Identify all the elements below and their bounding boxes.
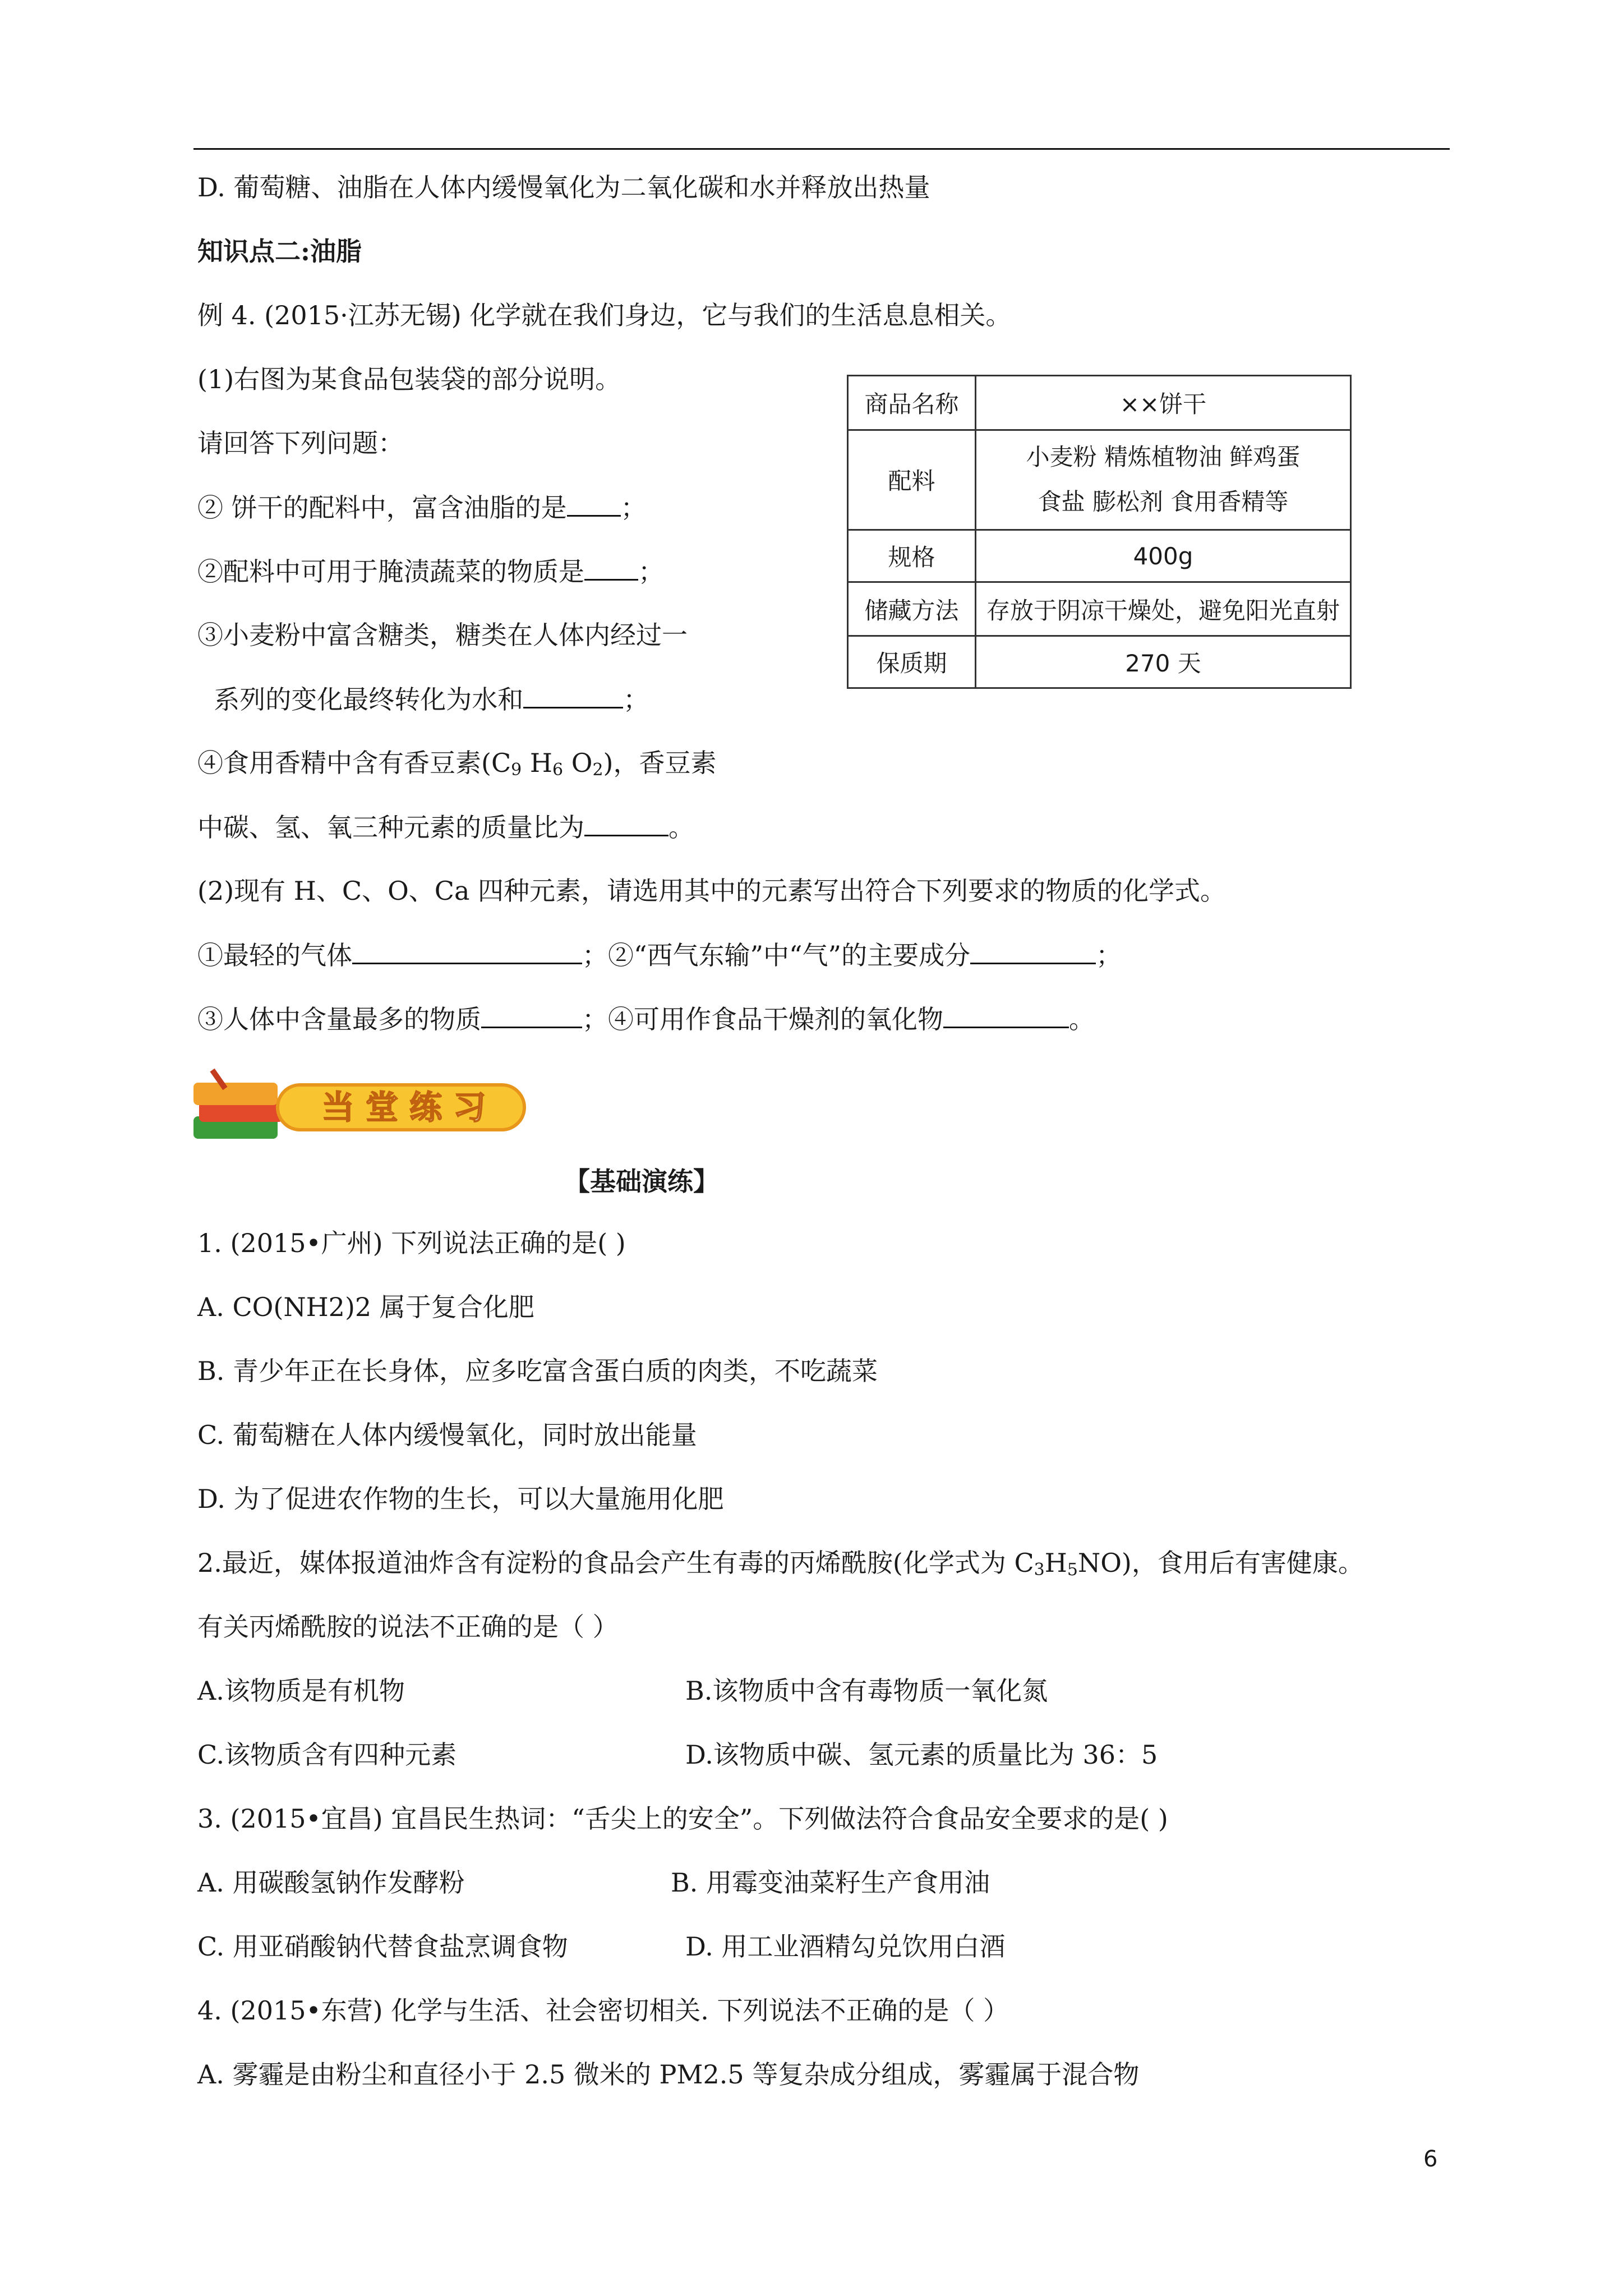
question-1-option-c: C. 葡萄糖在人体内缓慢氧化，同时放出能量 — [197, 1420, 697, 1450]
example4-item4 — [197, 746, 716, 780]
answer-blank[interactable] — [481, 1002, 582, 1028]
example4-q2: (2)现有 H、C、O、Ca 四种元素，请选用其中的元素写出符合下列要求的物质的化学式。 — [197, 876, 1227, 906]
answer-blank[interactable] — [352, 938, 582, 964]
answer-blank[interactable] — [584, 810, 668, 836]
item5-end: 。 — [668, 812, 694, 843]
example4-item3-line2 — [197, 682, 649, 716]
option-d-line: D. 葡萄糖、油脂在人体内缓慢氧化为二氧化碳和水并释放出热量 — [197, 172, 930, 203]
ingredients-line1: 小麦粉 精炼植物油 鲜鸡蛋 — [1026, 443, 1301, 471]
table-value: 存放于阴凉干燥处，避免阳光直射 — [976, 582, 1351, 636]
formula-o: O — [563, 748, 593, 778]
answer-blank[interactable] — [970, 938, 1096, 964]
example4-prompt: 请回答下列问题： — [197, 428, 404, 458]
question-2-option-c: C.该物质含有四种元素 — [197, 1740, 457, 1770]
example4-q2-line1 — [197, 938, 1122, 972]
subscript: 9 — [511, 760, 522, 780]
practice-title: 【基础演练】 — [564, 1166, 719, 1197]
practice-banner — [193, 1060, 530, 1150]
question-2-line2: 有关丙烯酰胺的说法不正确的是（ ） — [197, 1612, 619, 1642]
question-4: 4. (2015•东营) 化学与生活、社会密切相关. 下列说法不正确的是（ ） — [197, 1995, 1009, 2026]
question-3-option-a: A. 用碳酸氢钠作发酵粉 — [197, 1867, 465, 1898]
question-3-option-c: C. 用亚硝酸钠代替食盐烹调食物 — [197, 1931, 568, 1962]
q2b-text: ③人体中含量最多的物质 — [197, 1004, 481, 1034]
table-key: 储藏方法 — [848, 582, 976, 636]
table-row — [848, 636, 1351, 688]
item3-end: ； — [623, 684, 649, 715]
item4-end: )，香豆素 — [603, 748, 717, 778]
question-3-option-d: D. 用工业酒精勾兑饮用白酒 — [685, 1931, 1006, 1962]
product-info-table — [847, 375, 1352, 689]
example4-intro: 例 4. (2015·江苏无锡) 化学就在我们身边，它与我们的生活息息相关。 — [197, 300, 1012, 330]
q2a-text: ①最轻的气体 — [197, 940, 352, 970]
question-3-option-b: B. 用霉变油菜籽生产食用油 — [671, 1867, 990, 1898]
example4-q2-line2 — [197, 1002, 1095, 1036]
table-value: 400g — [976, 530, 1351, 582]
question-4-option-a: A. 雾霾是由粉尘和直径小于 2.5 微米的 PM2.5 等复杂成分组成，雾霾属于混合物 — [197, 2059, 1140, 2090]
item3-text: 系列的变化最终转化为水和 — [197, 684, 524, 715]
table-row — [848, 376, 1351, 430]
question-1-option-a: A. CO(NH2)2 属于复合化肥 — [197, 1292, 534, 1322]
item4-text: ④食用香精中含有香豆素(C — [197, 748, 511, 778]
q2-text: 2.最近，媒体报道油炸含有淀粉的食品会产生有毒的丙烯酰胺(化学式为 C — [197, 1548, 1034, 1578]
section-title: 知识点二:油脂 — [197, 236, 362, 266]
answer-blank[interactable] — [523, 682, 623, 708]
q2-end: NO)，食用后有害健康。 — [1077, 1548, 1364, 1578]
item2-end: ； — [638, 556, 664, 587]
table-row — [848, 530, 1351, 582]
subscript: 6 — [552, 760, 564, 780]
question-3: 3. (2015•宜昌) 宜昌民生热词：“舌尖上的安全”。下列做法符合食品安全要求的是( ) — [197, 1803, 1168, 1834]
table-key: 配料 — [848, 430, 976, 530]
table-key: 规格 — [848, 530, 976, 582]
table-value: ××饼干 — [976, 376, 1351, 430]
example4-q1: (1)右图为某食品包装袋的部分说明。 — [197, 364, 621, 394]
ingredients-line2: 食盐 膨松剂 食用香精等 — [1038, 488, 1289, 516]
example4-item5 — [197, 810, 694, 844]
header-rule — [193, 148, 1450, 150]
question-1-option-d: D. 为了促进农作物的生长，可以大量施用化肥 — [197, 1484, 724, 1514]
subscript: 5 — [1067, 1560, 1078, 1580]
question-2-option-b: B.该物质中含有毒物质一氧化氮 — [685, 1676, 1048, 1706]
item2-text: ②配料中可用于腌渍蔬菜的物质是 — [197, 556, 584, 587]
formula-h: H — [1044, 1548, 1067, 1578]
page-number: 6 — [1423, 2146, 1438, 2172]
answer-blank[interactable] — [584, 554, 638, 581]
table-row — [848, 430, 1351, 530]
question-2 — [197, 1546, 1364, 1580]
example4-item1 — [197, 490, 647, 524]
question-1: 1. (2015•广州) 下列说法正确的是( ) — [197, 1228, 626, 1258]
answer-blank[interactable] — [943, 1002, 1069, 1028]
subscript: 2 — [592, 760, 603, 780]
q2a-end: ； — [1096, 940, 1122, 970]
example4-item3-line1: ③小麦粉中富含糖类，糖类在人体内经过一 — [197, 620, 688, 650]
subscript: 3 — [1034, 1560, 1045, 1580]
question-1-option-b: B. 青少年正在长身体，应多吃富含蛋白质的肉类，不吃蔬菜 — [197, 1356, 878, 1386]
formula-h: H — [522, 748, 552, 778]
item1-text: ② 饼干的配料中，富含油脂的是 — [197, 493, 567, 523]
q2b-end: 。 — [1069, 1004, 1095, 1034]
item1-end: ； — [620, 493, 647, 523]
table-row — [848, 582, 1351, 636]
question-2-option-d: D.该物质中碳、氢元素的质量比为 36：5 — [685, 1740, 1158, 1770]
q2a-mid: ；②“西气东输”中“气”的主要成分 — [582, 940, 971, 970]
q2b-mid: ；④可用作食品干燥剂的氧化物 — [582, 1004, 943, 1034]
item5-text: 中碳、氢、氧三种元素的质量比为 — [197, 812, 584, 843]
question-2-option-a: A.该物质是有机物 — [197, 1676, 405, 1706]
example4-item2 — [197, 554, 664, 588]
answer-blank[interactable] — [567, 490, 621, 517]
table-value — [976, 430, 1351, 530]
table-value: 270 天 — [976, 636, 1351, 688]
banner-text: 当 堂 练 习 — [321, 1088, 486, 1126]
table-key: 商品名称 — [848, 376, 976, 430]
table-key: 保质期 — [848, 636, 976, 688]
